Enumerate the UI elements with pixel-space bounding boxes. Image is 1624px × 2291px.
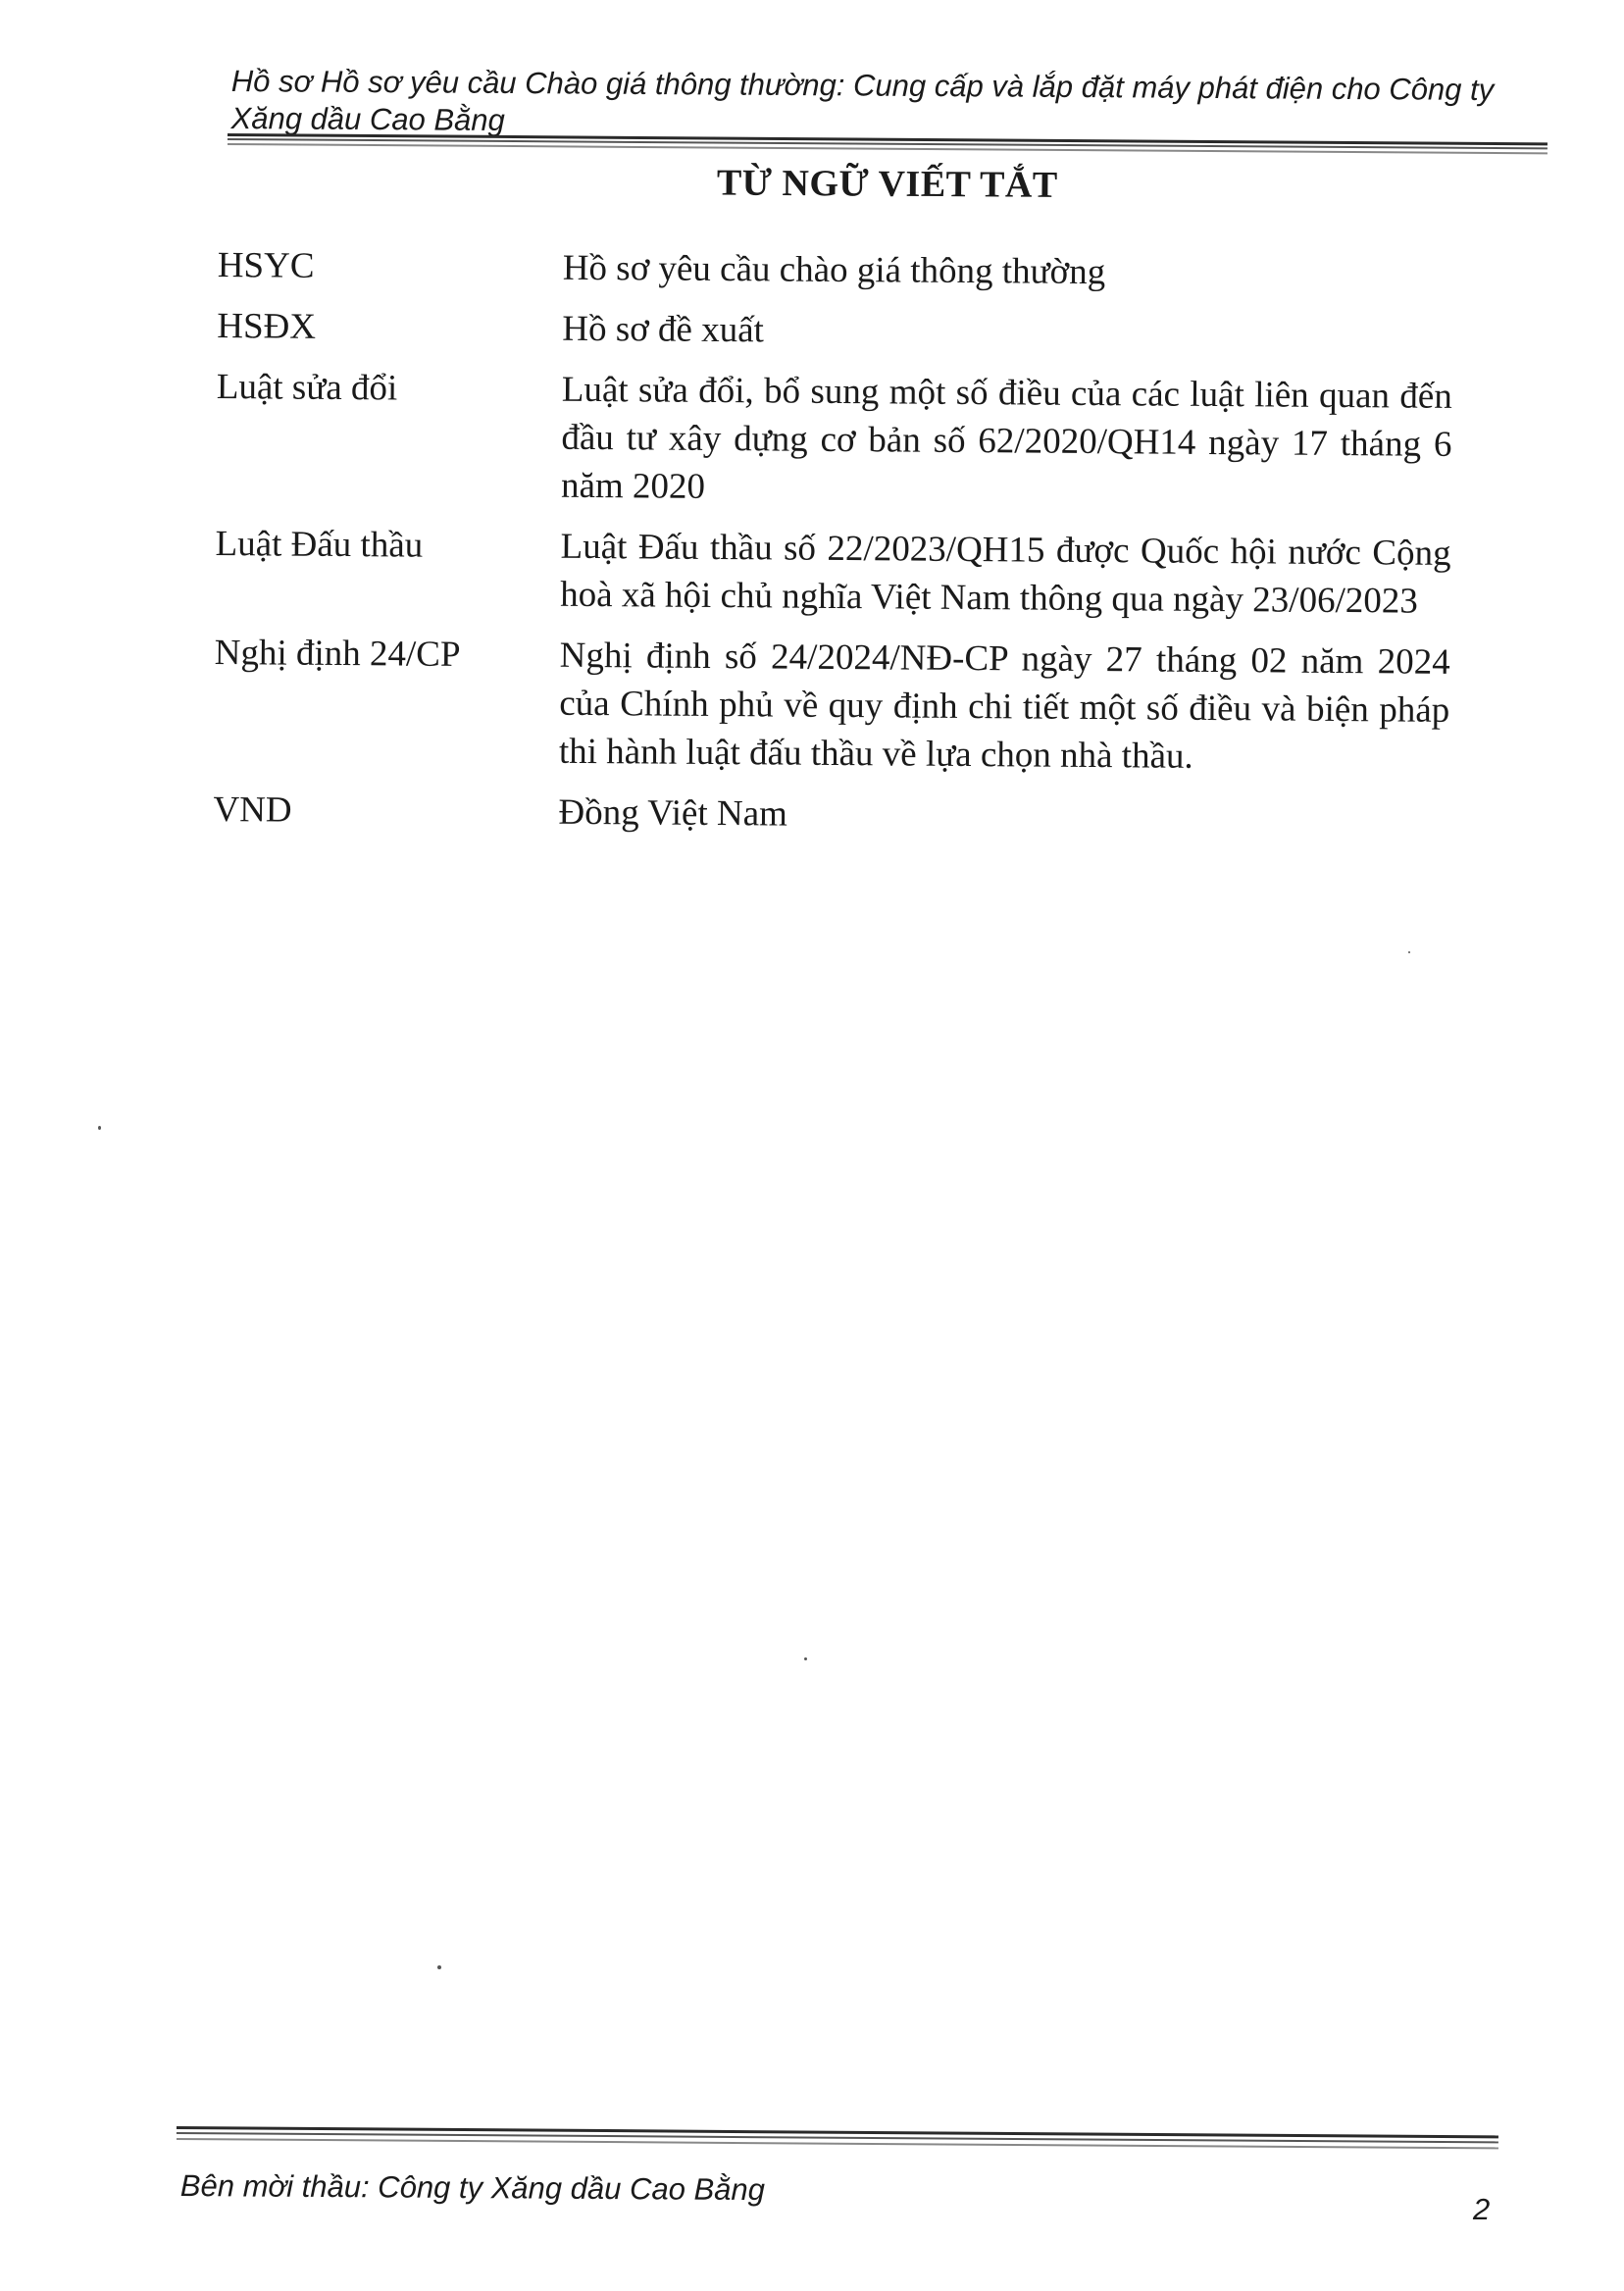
page-number: 2: [1473, 2192, 1491, 2226]
abbreviation-definition: Luật sửa đổi, bổ sung một số điều của các luật liên quan đến đầu tư xây dựng cơ bản số 62/2020/QH14 ngày 17 tháng 6 năm 2020: [560, 369, 1452, 507]
abbreviation-list: [213, 241, 1453, 856]
abbreviation-row: [217, 302, 1452, 360]
abbreviation-row: [218, 241, 1453, 299]
abbreviation-row: [215, 520, 1451, 626]
abbreviation-term: Luật sửa đổi: [216, 366, 398, 409]
abbreviation-row: [213, 786, 1448, 843]
abbreviation-term: HSYC: [217, 244, 315, 286]
abbreviation-term: HSĐX: [217, 305, 317, 347]
abbreviation-row: [216, 363, 1452, 517]
scan-speck: [1408, 951, 1410, 953]
abbreviation-definition: Hồ sơ yêu cầu chào giá thông thường: [562, 247, 1106, 293]
scan-speck: [437, 1965, 441, 1969]
abbreviation-definition: Đồng Việt Nam: [558, 791, 788, 835]
abbreviation-row: [214, 629, 1450, 783]
page-header: Hồ sơ Hồ sơ yêu cầu Chào giá thông thường: Cung cấp và lắp đặt máy phát điện cho Công ty Xăng dầu Cao Bằng: [230, 63, 1495, 137]
abbreviation-term: VND: [213, 789, 292, 831]
abbreviation-definition: Hồ sơ đề xuất: [562, 308, 765, 351]
scan-speck: [804, 1657, 807, 1660]
abbreviation-term: Luật Đấu thầu: [215, 523, 424, 566]
scan-speck: [98, 1126, 101, 1130]
abbreviation-definition: Luật Đấu thầu số 22/2023/QH15 được Quốc hội nước Cộng hoà xã hội chủ nghĩa Việt Nam thông qua ngày 23/06/2023: [560, 526, 1451, 622]
page-title: TỪ NGỮ VIẾT TẮT: [716, 162, 1058, 206]
abbreviation-term: Nghị định 24/CP: [214, 632, 461, 675]
abbreviation-definition: Nghị định số 24/2024/NĐ-CP ngày 27 tháng 02 năm 2024 của Chính phủ về quy định chi tiết một số điều và biện pháp thi hành luật đấu thầu về lựa chọn nhà thầu.: [558, 635, 1450, 777]
page-footer: Bên mời thầu: Công ty Xăng dầu Cao Bằng: [179, 2168, 766, 2208]
